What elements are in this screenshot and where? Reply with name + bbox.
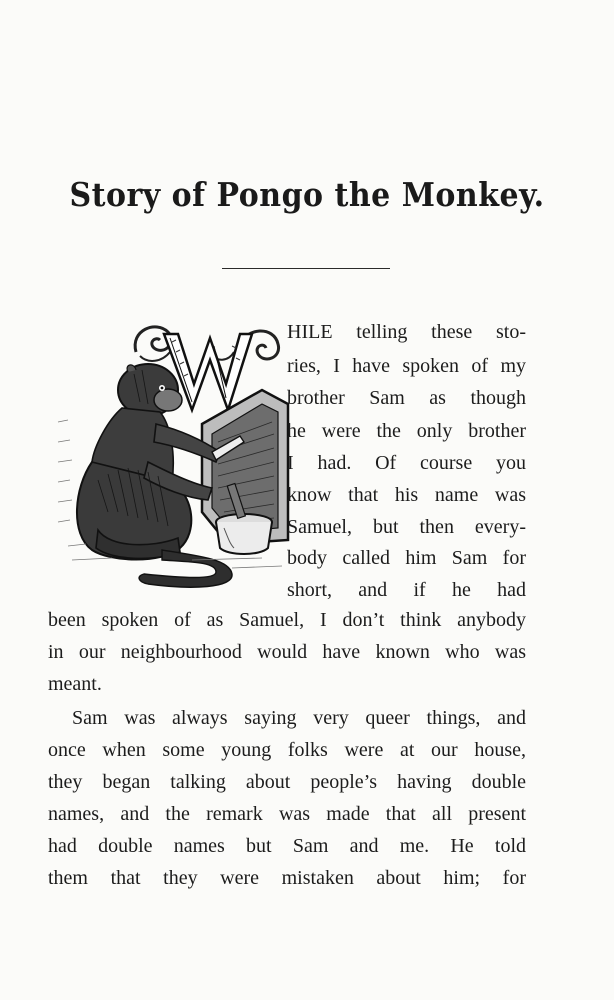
text-line: short, and if he had bbox=[287, 579, 526, 601]
text-line: names, and the remark was made that all present bbox=[48, 803, 526, 825]
text-line: Sam was always saying very queer things, and bbox=[72, 707, 526, 729]
page-title: Story of Pongo the Monkey. bbox=[69, 176, 545, 215]
text-line: I had. Of course you bbox=[287, 452, 526, 474]
text-line: HILE telling these sto- bbox=[287, 321, 526, 343]
text-line: Samuel, but then every- bbox=[287, 516, 526, 538]
title-divider bbox=[222, 268, 390, 269]
text-line: had double names but Sam and me. He told bbox=[48, 835, 526, 857]
text-line: in our neighbourhood would have known who was bbox=[48, 641, 526, 663]
monkey-illustration bbox=[52, 312, 294, 592]
text-line: they began talking about people’s having double bbox=[48, 771, 526, 793]
text-line: body called him Sam for bbox=[287, 547, 526, 569]
text-line: brother Sam as though bbox=[287, 387, 526, 409]
text-line: know that his name was bbox=[287, 484, 526, 506]
text-line: once when some young folks were at our house, bbox=[48, 739, 526, 761]
text-line: meant. bbox=[48, 673, 102, 695]
text-line: been spoken of as Samuel, I don’t think anybody bbox=[48, 609, 526, 631]
text-line: he were the only brother bbox=[287, 420, 526, 442]
text-line: them that they were mistaken about him; for bbox=[48, 867, 526, 889]
text-line: ries, I have spoken of my bbox=[287, 355, 526, 377]
